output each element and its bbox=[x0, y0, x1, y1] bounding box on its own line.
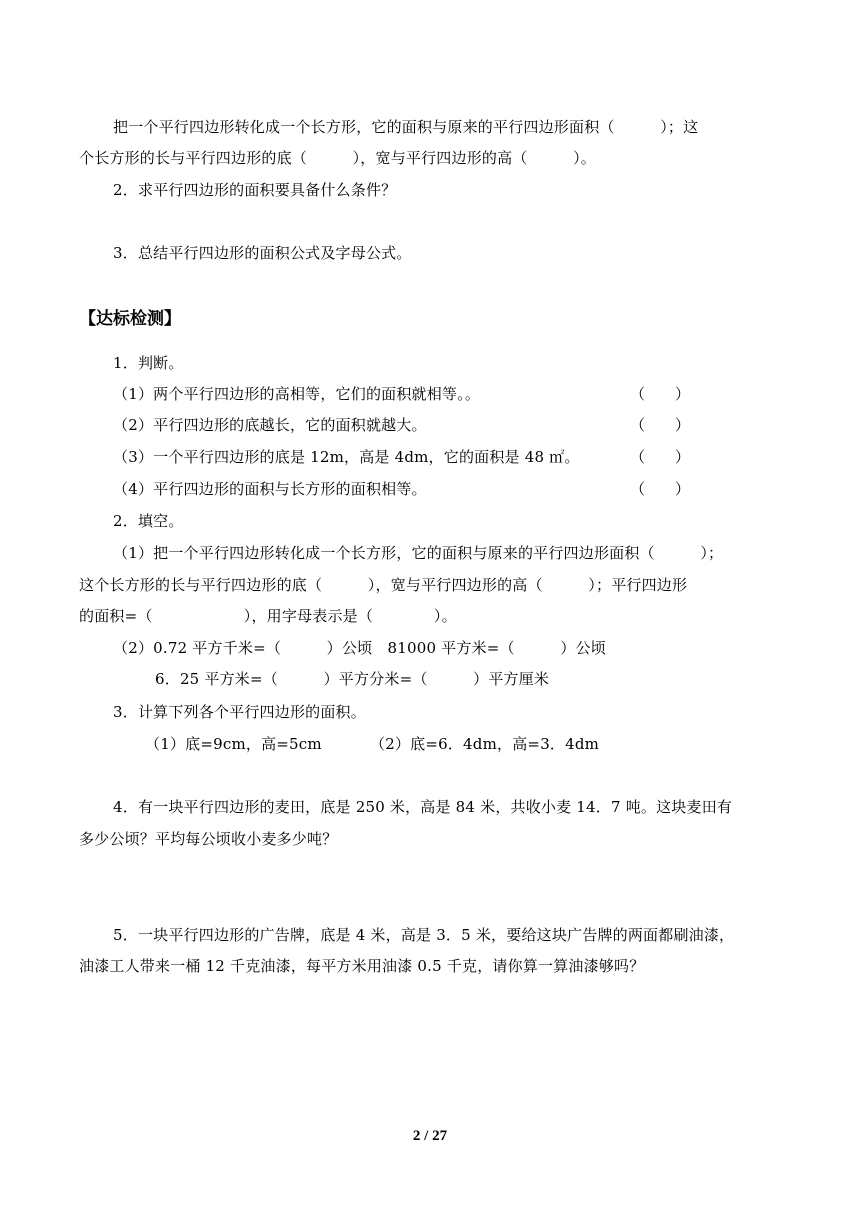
intro-line-1: 把一个平行四边形转化成一个长方形，它的面积与原来的平行四边形面积（ ）；这 bbox=[113, 118, 699, 136]
question-5-line-2: 油漆工人带来一桶 12 千克油漆，每平方米用油漆 0.5 千克，请你算一算油漆够吗？ bbox=[79, 957, 645, 975]
judge-item-3: （3）一个平行四边形的底是 12m，高是 4dm，它的面积是 48 ㎡。 bbox=[113, 448, 580, 466]
judge-mark-4: （ ） bbox=[630, 480, 691, 498]
judge-mark-2: （ ） bbox=[630, 416, 691, 434]
calc-title: 3．计算下列各个平行四边形的面积。 bbox=[113, 703, 366, 721]
judge-mark-3: （ ） bbox=[630, 448, 691, 466]
calc-item-1: （1）底=9cm，高=5cm bbox=[145, 735, 322, 753]
judge-item-1: （1）两个平行四边形的高相等，它们的面积就相等。。 bbox=[113, 385, 481, 403]
question-2: 2．求平行四边形的面积要具备什么条件？ bbox=[113, 181, 397, 199]
judge-item-4: （4）平行四边形的面积与长方形的面积相等。 bbox=[113, 480, 427, 498]
section-title: 【达标检测】 bbox=[79, 309, 181, 329]
fill-p1-line-1: （1）把一个平行四边形转化成一个长方形，它的面积与原来的平行四边形面积（ ）； bbox=[113, 544, 724, 562]
question-3: 3．总结平行四边形的面积公式及字母公式。 bbox=[113, 244, 412, 262]
question-4-line-1: 4．有一块平行四边形的麦田，底是 250 米，高是 84 米，共收小麦 14．7 吨。这块麦田有 bbox=[113, 798, 733, 816]
intro-line-2: 个长方形的长与平行四边形的底（ ），宽与平行四边形的高（ ）。 bbox=[79, 149, 597, 167]
page-number: 2 / 27 bbox=[412, 1128, 448, 1144]
fill-p2-line-1: （2）0.72 平方千米=（ ）公顷 81000 平方米=（ ）公顷 bbox=[113, 639, 606, 657]
fill-p1-line-3: 的面积=（ ），用字母表示是（ ）。 bbox=[79, 607, 457, 625]
judge-item-2: （2）平行四边形的底越长，它的面积就越大。 bbox=[113, 416, 427, 434]
question-4-line-2: 多少公顷？平均每公顷收小麦多少吨？ bbox=[79, 830, 338, 848]
question-5-line-1: 5．一块平行四边形的广告牌，底是 4 米，高是 3．5 米，要给这块广告牌的两面都刷油漆， bbox=[113, 926, 735, 944]
fill-p2-line-2: 6．25 平方米=（ ）平方分米=（ ）平方厘米 bbox=[155, 670, 550, 688]
calc-item-2: （2）底=6．4dm，高=3．4dm bbox=[370, 735, 600, 753]
fill-p1-line-2: 这个长方形的长与平行四边形的底（ ），宽与平行四边形的高（ ）；平行四边形 bbox=[79, 576, 688, 594]
judge-mark-1: （ ） bbox=[630, 385, 691, 403]
fill-title: 2．填空。 bbox=[113, 512, 184, 530]
judge-title: 1．判断。 bbox=[113, 354, 184, 372]
